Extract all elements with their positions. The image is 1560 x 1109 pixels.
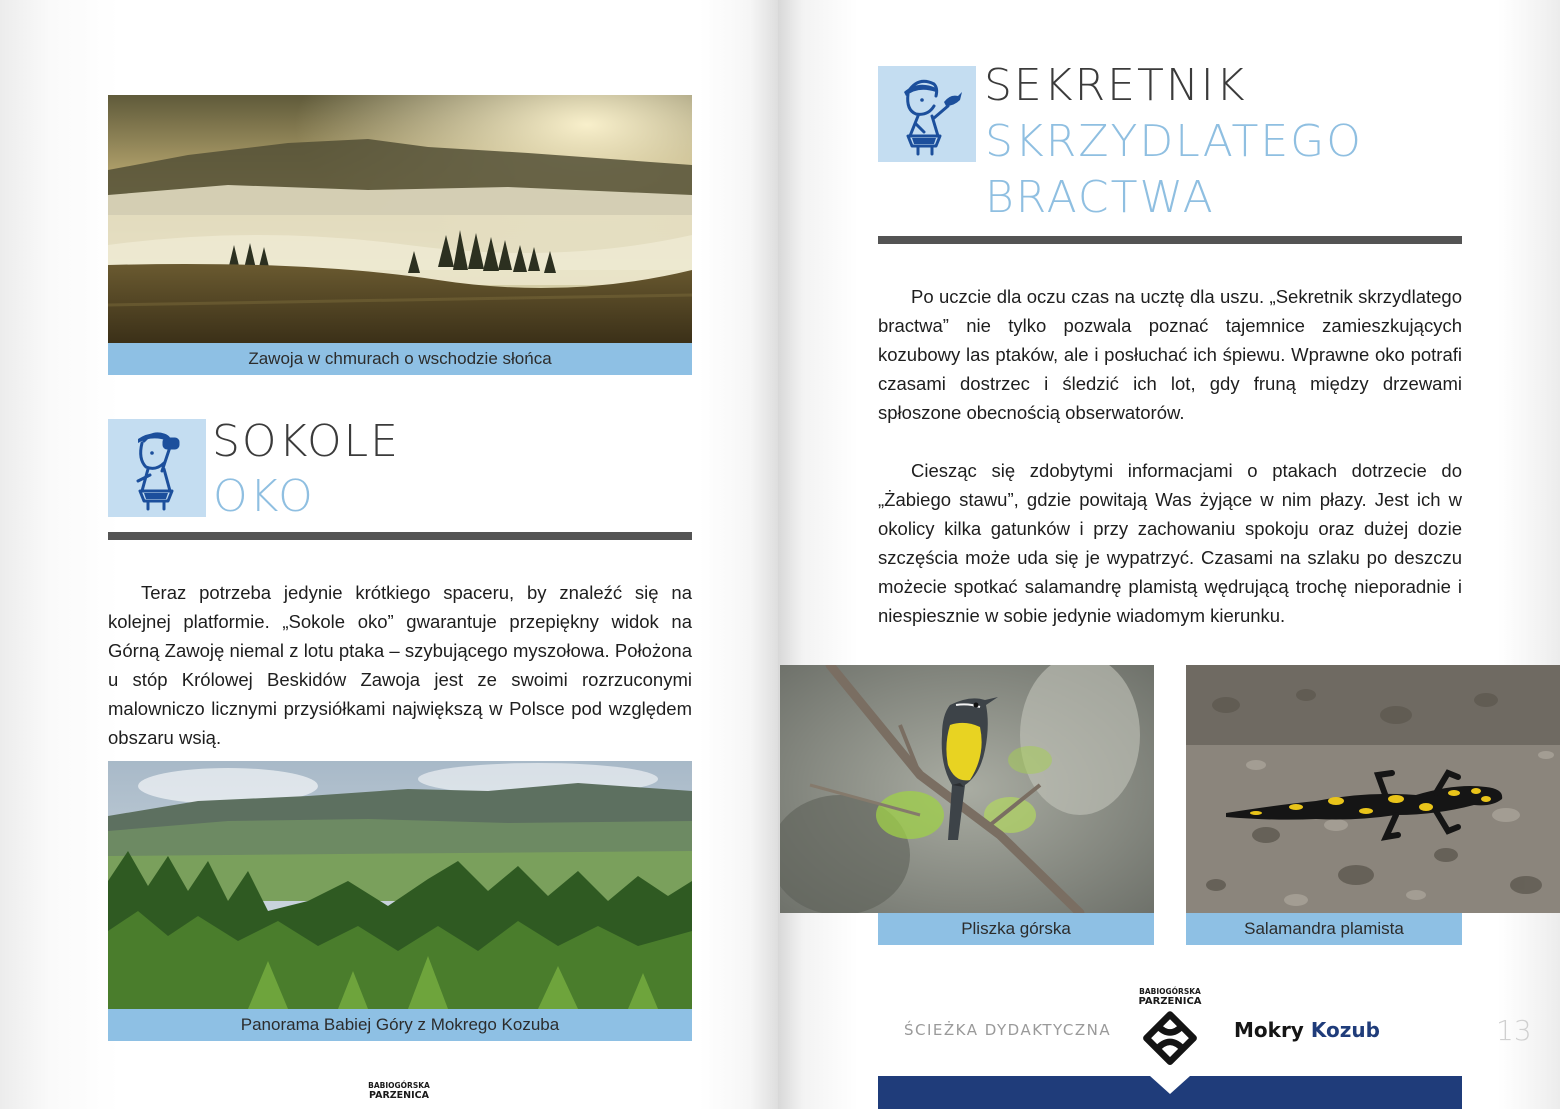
photo-misty-valley (108, 95, 692, 343)
section-paragraph (108, 578, 692, 752)
left-footer-logo (366, 1081, 432, 1101)
paragraph-text: Teraz potrzeba jedynie krótkiego spaceru, by znaleźć się na kolejnej platformie. „Sokole oko” gwarantuje przepiękny widok na Górną Zawoję niemal z lotu ptaka – szybującego myszołowa. Położona u stóp Królowej Beskidów Zawoja jest ze swoimi rozrzuconymi malowniczo licznymi przysiółkami największą w Polsce pod względem obszaru wsią. (108, 582, 692, 748)
left-footer-logo-line1: BABIOGÓRSKA (368, 1081, 430, 1090)
footer-logo-line2: PARZENICA (1138, 996, 1202, 1007)
paragraph-text-1: Po uczcie dla oczu czas na ucztę dla uszu. „Sekretnik skrzydlatego bractwa” nie tylko pozwala poznać tajemnice zamieszkujących kozubowy las ptaków, ale i posłuchać ich śpiewu. Wprawne oko potrafi czasami dostrzec i śledzić ich lot, gdy fruną między drzewami spłoszone obecnością obserwatorów. (878, 286, 1462, 423)
caption-fire-salamander: Salamandra plamista (1186, 913, 1462, 945)
footer-notch (1150, 1076, 1190, 1096)
footer-logo-line1: BABIOGÓRSKA (1139, 987, 1201, 996)
photo-fire-salamander (1186, 665, 1560, 913)
trail-label: ŚCIEŻKA DYDAKTYCZNA (904, 1021, 1112, 1039)
section-icon-box (878, 66, 976, 162)
place-name-part1: Mokry (1234, 1018, 1304, 1042)
left-page (0, 0, 778, 1109)
child-with-binoculars-icon (108, 419, 206, 517)
section-divider (878, 236, 1462, 244)
photo-babia-gora-panorama (108, 761, 692, 1009)
section-title-line2: OKO (213, 471, 315, 522)
section-divider (108, 532, 692, 540)
caption-misty-valley: Zawoja w chmurach o wschodzie słońca (108, 343, 692, 375)
section-title-line3: BRACTWA (985, 172, 1215, 223)
footer-logo (1134, 987, 1206, 1007)
paragraph-text-2: Ciesząc się zdobytymi informacjami o ptakach dotrzecie do „Żabiego stawu”, gdzie powitają Was żyjące w nim płazy. Jest ich w okolicy kilka gatunków i przy zachowaniu spokoju oraz dużej dozie szczęścia może uda się je wypatrzyć. Czasami na szlaku po deszczu możecie spotkać salamandrę plamistą wędrującą trochę nieporadnie i niespiesznie w sobie jedynie wiadomym kierunku. (878, 460, 1462, 626)
child-with-bird-icon (878, 66, 976, 162)
right-page (778, 0, 1560, 1109)
section-icon-box (108, 419, 206, 517)
section-title-line1: SOKOLE (212, 416, 400, 467)
photo-grey-wagtail (780, 665, 1154, 913)
place-name-part2: Kozub (1310, 1018, 1380, 1042)
section-title-line1: SEKRETNIK (984, 60, 1247, 111)
caption-grey-wagtail: Pliszka górska (878, 913, 1154, 945)
caption-babia-gora-panorama: Panorama Babiej Góry z Mokrego Kozuba (108, 1009, 692, 1041)
place-name (1234, 1018, 1380, 1042)
section-paragraphs (878, 282, 1462, 630)
parzenica-knot-icon (1135, 1007, 1205, 1073)
section-title-line2: SKRZYDLATEGO (985, 116, 1363, 167)
page-number: 13 (1496, 1014, 1532, 1047)
left-footer-logo-line2: PARZENICA (369, 1090, 429, 1101)
